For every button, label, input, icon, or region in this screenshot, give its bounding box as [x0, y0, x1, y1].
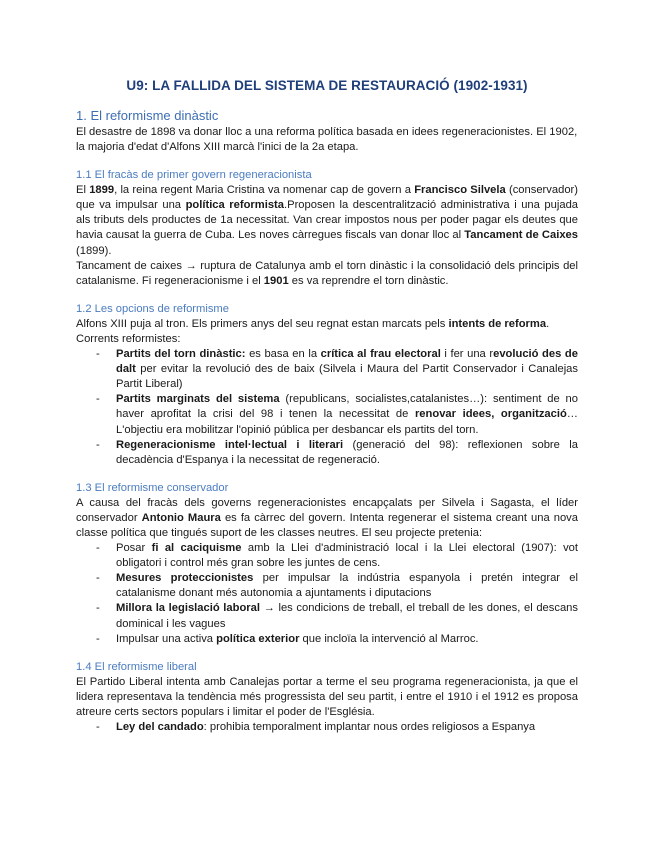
list-marker: -	[96, 572, 100, 585]
section-1-heading: 1. El reformisme dinàstic	[76, 108, 219, 123]
list-item: - Mesures proteccionistes per impulsar la indústria espanyola i pretén integrar el catalanisme donant més autonomia a ajuntaments i diputacions	[96, 572, 579, 600]
section-1-4-heading: 1.4 El reformisme liberal	[76, 660, 197, 673]
list-item: - Posar fi al caciquisme amb la Llei d'administració local i la Llei electoral (1907): vot obligatori i control més gran sobre les juntes de cens.	[96, 542, 578, 570]
section-1-1-paragraph-2: Tancament de caixes → ruptura de Catalunya amb el torn dinàstic i la consolidació dels principis del catalanisme. Fi regeneracionisme i el 1901 es va reprendre el torn dinàstic.	[76, 259, 578, 287]
list-marker: -	[96, 542, 100, 555]
list-item: - Ley del candado: prohibia temporalment implantar nous ordes religiosos a Espanya	[76, 720, 578, 735]
section-1-2-intro: Alfons XIII puja al tron. Els primers anys del seu regnat estan marcats pels intents de reforma. Corrents reformistes:	[76, 317, 550, 345]
list-item: - Impulsar una activa política exterior que incloïa la intervenció al Marroc.	[76, 632, 578, 647]
section-1-4-list	[76, 720, 578, 735]
section-1-4-intro: El Partido Liberal intenta amb Canalejas portar a terme el seu programa regeneracionista, ja que el lidera representava la tendència més progressista del seu partit, i entre el 1910 i el 1912 es proposa atreure certs sectors populars i limitar el poder de l'Església.	[76, 675, 578, 718]
list-marker: -	[96, 602, 100, 615]
list-item: - Partits marginats del sistema (republicans, socialistes,catalanistes…): sentiment de no haver aprofitat la crisi del 98 i tenen la necessitat de renovar idees, organització… L'objectiu era mobilitzar l'opinió pública per desbancar els partits del torn.	[96, 393, 578, 436]
list-marker: -	[96, 632, 100, 645]
list-item: - Millora la legislació laboral → les condicions de treball, el treball de les dones, el descans dominical i les vagues	[96, 602, 578, 630]
section-1-3-list	[76, 541, 578, 647]
section-1-text: El desastre de 1898 va donar lloc a una reforma política basada en idees regeneracionistes. El 1902, la majoria d'edat d'Alfons XIII marcà l'inici de la 2a etapa.	[76, 126, 578, 154]
section-1-3-heading: 1.3 El reformisme conservador	[76, 481, 229, 494]
section-1-1-paragraph-1: El 1899, la reina regent Maria Cristina va nomenar cap de govern a Francisco Silvela (conservador) que va impulsar una política reformista.Proposen la descentralització administrativa i una pujada als tributs dels productes de 1a necessitat. Van crear impostos nous per poder pagar els deutes que havia causat la guerra de Cuba. Les noves càrregues fiscals van donar lloc al Tancament de Caixes (1899).	[76, 184, 579, 257]
list-marker: -	[96, 438, 100, 451]
list-item: - Partits del torn dinàstic: es basa en la crítica al frau electoral i fer una revolució des de dalt per evitar la revolució des de baix (Silvela i Maura del Partit Conservador i Canalejas Partit Liberal)	[96, 348, 578, 391]
section-1-3-intro: A causa del fracàs dels governs regeneracionistes encapçalats per Silvela i Sagasta, el líder conservador Antonio Maura es fa càrrec del govern. Intenta regenerar el sistema creant una nova classe política que tingués suport de les classes neutres. El seu projecte pretenia:	[76, 496, 578, 539]
section-1-1-heading: 1.1 El fracàs de primer govern regeneracionista	[76, 169, 312, 182]
list-marker: -	[96, 348, 100, 361]
page-title: U9: LA FALLIDA DEL SISTEMA DE RESTAURACIÓ (1902-1931)	[126, 78, 528, 93]
section-1-2-list	[76, 347, 578, 468]
list-marker: -	[96, 721, 100, 733]
list-item: - Regeneracionisme intel·lectual i literari (generació del 98): reflexionen sobre la decadència d'Espanya i la necessitat de regeneració.	[96, 438, 578, 466]
document-page	[76, 78, 578, 735]
section-1-2-heading: 1.2 Les opcions de reformisme	[76, 302, 229, 315]
list-marker: -	[96, 393, 100, 406]
